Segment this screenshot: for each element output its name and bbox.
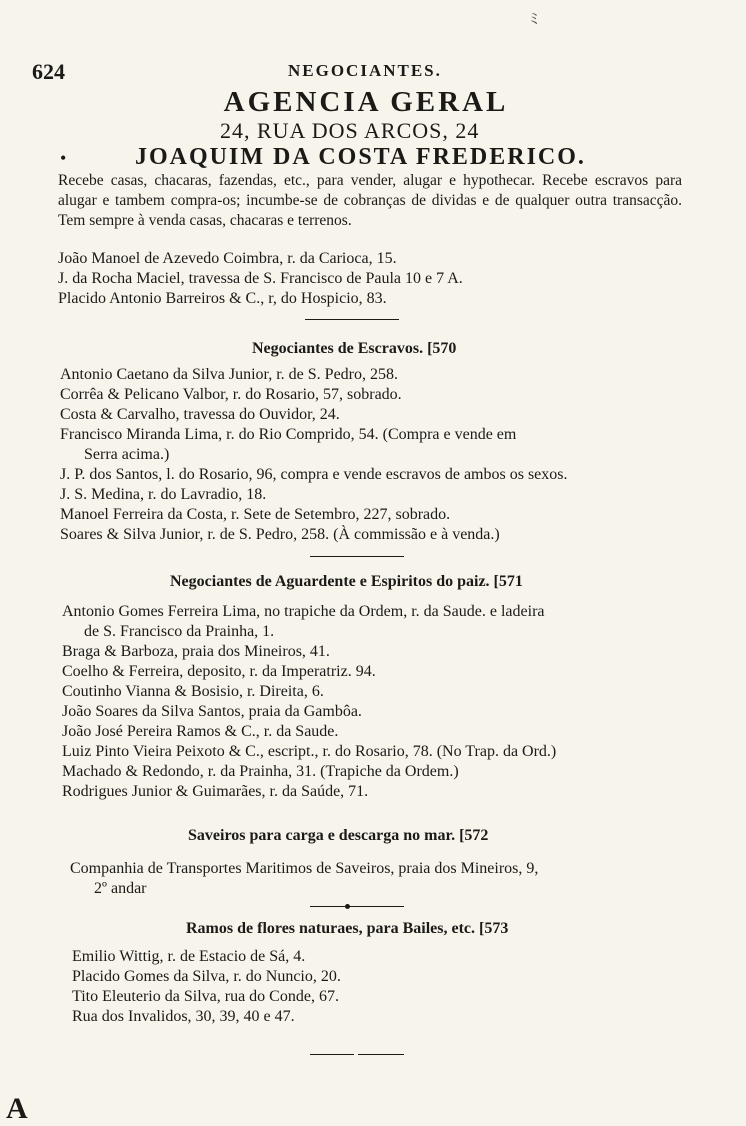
section-divider [305,319,399,320]
list-item: Companhia de Transportes Maritimos de Saveiros, praia dos Mineiros, 9, [70,860,539,877]
agencia-address: 24, RUA DOS ARCOS, 24 [220,118,480,143]
list-item: Costa & Carvalho, travessa do Ouvidor, 24. [60,406,340,423]
list-item: Emilio Wittig, r. de Estacio de Sá, 4. [72,948,306,965]
list-item: Coutinho Vianna & Bosisio, r. Direita, 6. [62,683,324,700]
list-item: Coelho & Ferreira, deposito, r. da Imperatriz. 94. [62,663,376,680]
list-item: João Soares da Silva Santos, praia da Gambôa. [62,703,362,720]
ink-speck: ﾐ [530,11,539,28]
agencia-proprietor: JOAQUIM DA COSTA FREDERICO. [135,144,586,170]
list-item: Machado & Redondo, r. da Prainha, 31. (Trapiche da Ordem.) [62,763,459,780]
agencia-title: AGENCIA GERAL [223,86,509,118]
list-item: Antonio Caetano da Silva Junior, r. de S. Pedro, 258. [60,366,398,383]
section-title-flores: Ramos de flores naturaes, para Bailes, etc. [573 [186,920,509,937]
list-item: Placido Gomes da Silva, r. do Nuncio, 20. [72,968,341,985]
divider-dot [345,904,350,909]
list-item: Francisco Miranda Lima, r. do Rio Comprido, 54. (Compra e vende em [60,426,517,443]
page-number: 624 [32,59,65,84]
list-item: Antonio Gomes Ferreira Lima, no trapiche da Ordem, r. da Saude. e ladeira [62,603,545,620]
section-title-saveiros: Saveiros para carga e descarga no mar. [572 [188,827,489,844]
section-title-aguardente: Negociantes de Aguardente e Espiritos do paiz. [571 [170,573,523,590]
list-item: Luiz Pinto Vieira Peixoto & C., escript., r. do Rosario, 78. (No Trap. da Ord.) [62,743,557,760]
agencia-entry: J. da Rocha Maciel, travessa de S. Francisco de Paula 10 e 7 A. [58,270,463,287]
list-item: João José Pereira Ramos & C., r. da Saude. [62,723,339,740]
section-divider [310,906,404,907]
list-item: Corrêa & Pelicano Valbor, r. do Rosario, 57, sobrado. [60,386,402,403]
corner-glyph: A [6,1092,28,1125]
agencia-entry: Placido Antonio Barreiros & C., r, do Hospicio, 83. [58,290,387,307]
section-divider [310,556,404,557]
bullet-mark: • [60,148,67,168]
list-item: Rua dos Invalidos, 30, 39, 40 e 47. [72,1008,295,1025]
section-title-escravos: Negociantes de Escravos. [570 [252,340,457,357]
running-head: NEGOCIANTES. [288,61,442,80]
list-item: Rodrigues Junior & Guimarães, r. da Saúde, 71. [62,783,369,800]
list-item: Manoel Ferreira da Costa, r. Sete de Setembro, 227, sobrado. [60,506,451,523]
list-item: Braga & Barboza, praia dos Mineiros, 41. [62,643,330,660]
list-item: Tito Eleuterio da Silva, rua do Conde, 67. [72,988,339,1005]
end-divider-left [310,1054,354,1055]
list-item: J. S. Medina, r. do Lavradio, 18. [60,486,267,503]
agencia-entry: João Manoel de Azevedo Coimbra, r. da Carioca, 15. [58,250,397,267]
agencia-description: Recebe casas, chacaras, fazendas, etc., para vender, alugar e hypothecar. Recebe escravos para alugar e tambem compra-os; incumbe-se de cobranças de dividas e de qualquer outra transacção. Tem sempre à venda casas, chacaras e terrenos. [58,172,682,229]
list-item: Soares & Silva Junior, r. de S. Pedro, 258. (À commissão e à venda.) [60,526,500,543]
list-item: Serra acima.) [84,446,170,463]
list-item: J. P. dos Santos, l. do Rosario, 96, compra e vende escravos de ambos os sexos. [60,466,568,483]
list-item: 2º andar [94,880,147,897]
list-item: de S. Francisco da Prainha, 1. [84,623,275,640]
end-divider-right [358,1054,404,1055]
